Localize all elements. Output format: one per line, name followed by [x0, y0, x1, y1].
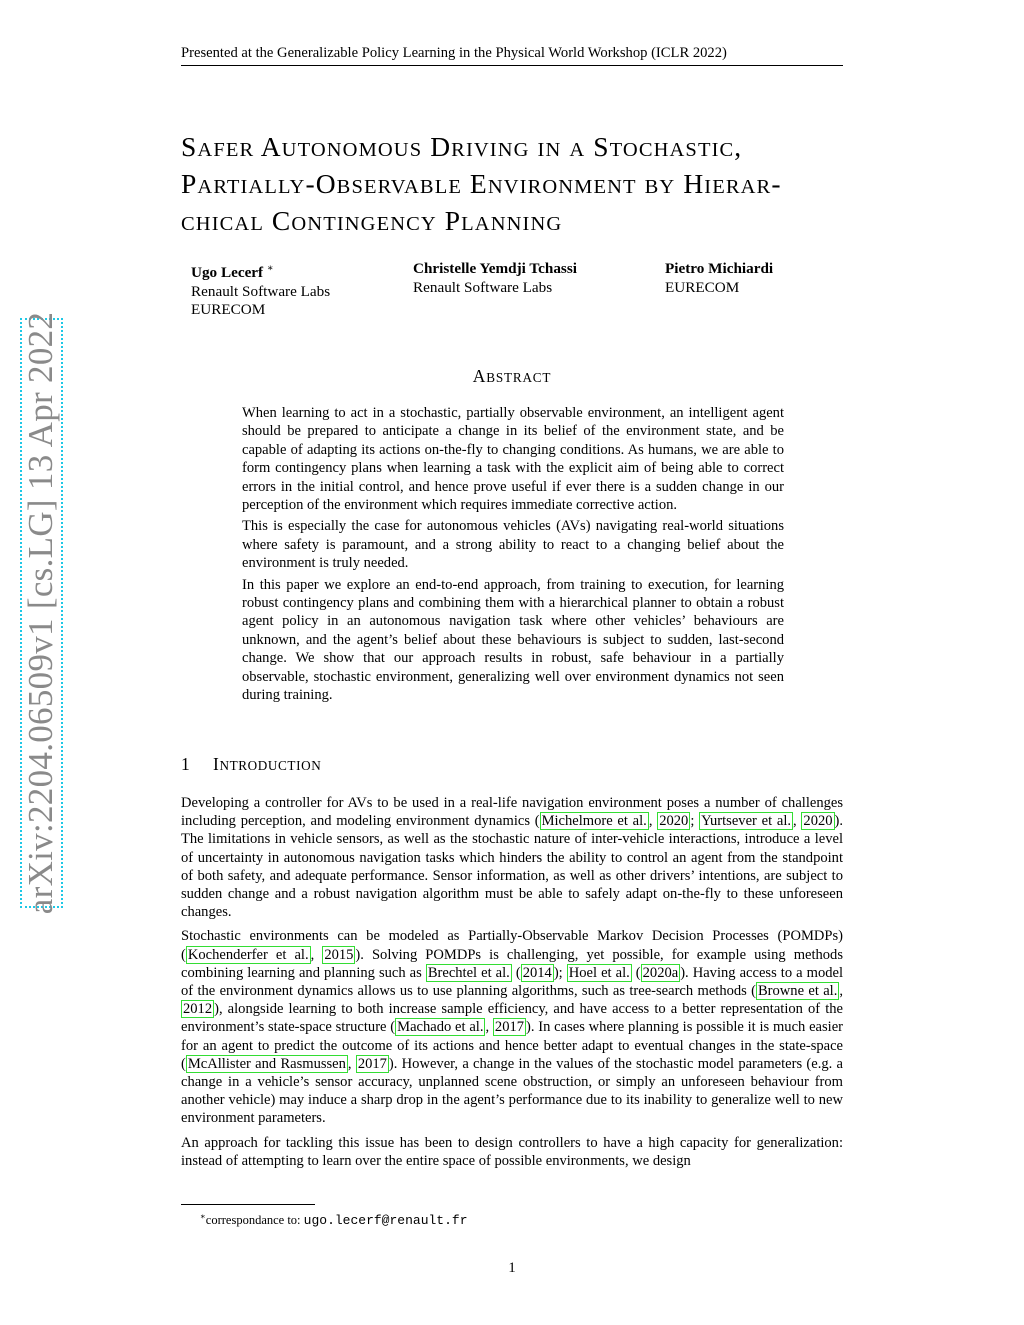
citation-link[interactable]: 2017 — [494, 1019, 525, 1036]
citation-link[interactable]: Michelmore et al. — [541, 813, 647, 830]
citation-link[interactable]: Machado et al. — [397, 1019, 484, 1036]
abstract-paragraph: In this paper we explore an end-to-end approach, from training to execution, for learning robust contingency plans and combining them with a hierarchical planner to obtain a robust agent policy in an autonomous navigation task where other vehicles’ behaviours are unknown, and the agent’s belief about these behaviours is subject to sudden, last-second change. We show that our approach results in robust, safe behaviour in a partially observable, stochastic environment, generalizing well over environment dynamics not seen during training. — [242, 576, 784, 704]
email-link[interactable]: ugo.lecerf@renault.fr — [303, 1213, 468, 1229]
citation-link[interactable]: Brechtel et al. — [427, 964, 510, 981]
footnote-marker[interactable]: ∗ — [266, 263, 274, 274]
abstract-paragraph: When learning to act in a stochastic, partially observable environment, an intelligent agent should be prepared to anticipate a change in its belief of the environment state, and be capable of adapting its actions on-the-fly to changing conditions. As humans, we are able to form contingency plans when learning a task with the explicit aim of being able to correct errors in the initial control, and hence prove useful if ever there is a sudden change in our perception of the environment which requires immediate corrective action. — [242, 405, 784, 514]
title-line: CHICAL CONTINGENCY PLANNING — [181, 205, 563, 236]
arxiv-stamp-text: arXiv:2204.06509v1 [cs.LG] 13 Apr 2022 — [21, 311, 61, 915]
footnote-rule — [181, 1204, 315, 1205]
footnote — [200, 1208, 468, 1229]
citation-link[interactable]: 2020 — [659, 813, 689, 830]
introduction-body — [181, 794, 843, 1176]
author-name: Christelle Yemdji Tchassi — [413, 260, 577, 277]
citation-link[interactable]: 2017 — [357, 1055, 387, 1072]
arxiv-stamp[interactable] — [20, 311, 63, 915]
citation-link[interactable]: Browne et al. — [757, 983, 838, 1000]
title-line: SAFER AUTONOMOUS DRIVING IN A STOCHASTIC, — [181, 131, 743, 162]
citation-link[interactable]: Hoel et al. — [568, 964, 630, 981]
citation-link[interactable]: 2015 — [324, 946, 354, 963]
citation-link[interactable]: 2014 — [522, 964, 552, 981]
author-block — [413, 260, 577, 297]
title-line: PARTIALLY-OBSERVABLE ENVIRONMENT BY HIERAR- — [181, 168, 782, 199]
author-block — [665, 260, 773, 297]
author-affiliation: EURECOM — [665, 278, 740, 296]
abstract-heading: ABSTRACT — [472, 366, 552, 386]
page-number: 1 — [508, 1260, 516, 1276]
body-paragraph: Stochastic environments can be modeled as Partially-Observable Markov Decision Processes (POMDPs) ( Kochenderfer et al. , 2015 ). Solving POMDPs is challenging, yet possible, for example using methods combining learning and planning such as Brechtel et al. ( 2014 ); Hoel et al. ( 2020a ). Having access to a model of the environment dynamics allows us to use planning algorithms, such as tree-search methods ( Browne et al. , 2012 ), alongside learning to both increase sample efficiency, and have access to a better representation of the environment’s state-space structure ( Machado et al. , 2017 ). In cases where planning is possible it is much easier for an agent to predict the outcome of its actions and hence better adapt to eventual changes in the state-space ( McAllister and Rasmussen , 2017 ). However, a change in the values of the stochastic model parameters (e.g. a change in a vehicle’s sensor accuracy, unplanned scene obstruction, or simply an unforeseen behaviour from another vehicle) may induce a sharp drop in the agent’s performance due to its inability to generalize well to new environment parameters. — [181, 928, 844, 1127]
section-heading — [181, 754, 321, 775]
abstract-paragraph: This is especially the case for autonomous vehicles (AVs) navigating real-world situations where safety is paramount, and a strong ability to react to a changing belief about the environment is truly needed. — [242, 518, 784, 572]
author-block — [191, 260, 330, 320]
citation-link[interactable]: Yurtsever et al. — [701, 813, 792, 830]
running-header: Presented at the Generalizable Policy Learning in the Physical World Workshop (ICLR 2022) — [181, 44, 843, 66]
paper-title — [181, 130, 851, 241]
body-paragraph: Developing a controller for AVs to be used in a real-life navigation environment poses a number of challenges including perception, and modeling environment dynamics ( Michelmore et al. , 2020 ; Yurtsever et al. , 2020 ). The limitations in vehicle sensors, as well as the stochastic nature of inter-vehicle interactions, introduce a level of uncertainty in autonomous navigation tasks which hinders the ability to control an agent from the standpoint of both safety, and adequate performance. Sensor information, as well as other drivers’ intentions, are subject to sudden change and a robust navigation algorithm must be able to safely adapt on-the-fly to these unforeseen changes. — [181, 795, 843, 921]
section-number: 1 — [181, 754, 191, 774]
abstract-body — [242, 404, 784, 708]
body-paragraph: An approach for tackling this issue has been to design controllers to have a high capacity for generalization: instead of attempting to learn over the entire space of possible environments, we design — [181, 1134, 843, 1169]
author-affiliation: Renault Software Labs — [413, 278, 553, 296]
citation-link[interactable]: 2012 — [183, 1001, 213, 1018]
citation-link[interactable]: 2020 — [803, 813, 833, 830]
citation-link[interactable]: 2020a — [642, 964, 679, 981]
author-affiliation: EURECOM — [191, 301, 266, 319]
footnote-marker: ∗ — [200, 1211, 206, 1221]
section-title: INTRODUCTION — [213, 754, 322, 774]
footnote-label: correspondance to: — [205, 1213, 301, 1228]
citation-link[interactable]: Kochenderfer et al. — [187, 946, 309, 963]
author-name: Pietro Michiardi — [665, 260, 774, 277]
citation-link[interactable]: McAllister and Rasmussen — [187, 1055, 346, 1072]
author-name: Ugo Lecerf ∗ — [191, 263, 274, 282]
author-affiliation: Renault Software Labs — [191, 282, 331, 300]
